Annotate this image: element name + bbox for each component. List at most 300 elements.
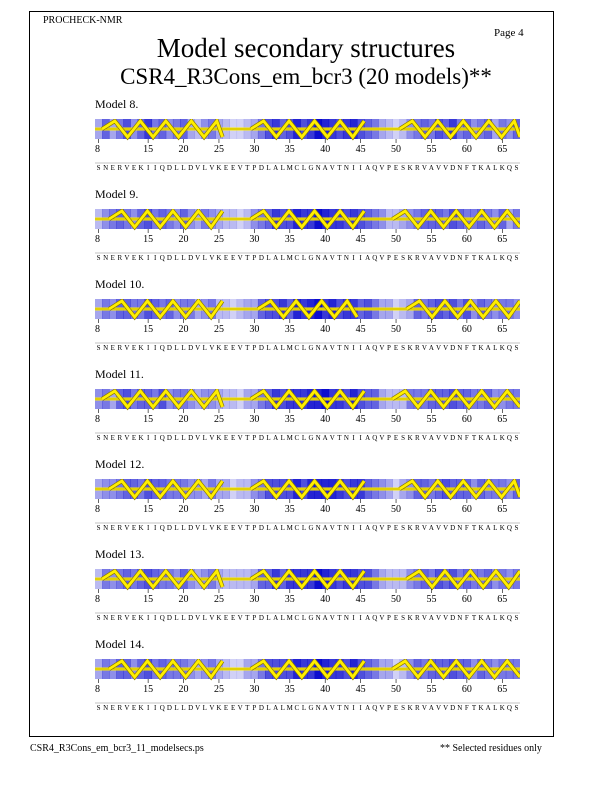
sequence-residue: Q xyxy=(372,704,378,712)
sequence-residue: I xyxy=(352,344,355,352)
axis-tick-label: 65 xyxy=(497,414,508,425)
sequence-residue: V xyxy=(421,704,427,712)
sequence-residue: I xyxy=(154,614,157,622)
sequence-residue: K xyxy=(478,344,484,352)
axis-tick-label: 40 xyxy=(320,414,331,425)
sequence-residue: L xyxy=(493,704,498,712)
sequence-residue: V xyxy=(421,254,427,262)
sequence-residue: A xyxy=(322,524,328,532)
sequence-residue: N xyxy=(103,704,109,712)
sequence-residue: A xyxy=(428,614,434,622)
sequence-residue: V xyxy=(443,254,449,262)
axis-tick-label: 35 xyxy=(284,234,295,245)
sequence-residue: D xyxy=(258,704,264,712)
sequence-residue: K xyxy=(138,164,144,172)
sequence-residue: K xyxy=(407,614,413,622)
sequence-residue: I xyxy=(154,344,157,352)
sequence-residue: I xyxy=(359,614,362,622)
axis-tick-label: 8 xyxy=(95,144,100,155)
program-name: PROCHECK-NMR xyxy=(43,15,123,26)
sequence-residue: K xyxy=(138,614,144,622)
sequence-residue: S xyxy=(514,614,519,622)
page-title: Model secondary structures xyxy=(156,33,456,63)
axis-tick-label: 20 xyxy=(178,324,189,335)
sequence-residue: D xyxy=(166,254,172,262)
axis-tick-label: 8 xyxy=(95,234,100,245)
sequence-residue: V xyxy=(209,254,215,262)
sequence-residue: E xyxy=(393,704,399,712)
sequence-residue: A xyxy=(428,704,434,712)
sequence-residue: V xyxy=(379,254,385,262)
sequence-residue: N xyxy=(315,434,321,442)
sequence-residue: N xyxy=(343,164,349,172)
sequence-residue: V xyxy=(195,164,201,172)
sequence-residue: K xyxy=(407,344,413,352)
model-block xyxy=(0,547,612,637)
sequence-residue: A xyxy=(365,254,371,262)
sequence-residue: P xyxy=(252,254,257,262)
model-label: Model 10. xyxy=(95,277,145,291)
sequence-residue: I xyxy=(352,524,355,532)
sequence-residue: N xyxy=(343,254,349,262)
sequence-residue: M xyxy=(286,434,293,442)
sequence-residue: L xyxy=(301,344,307,352)
sequence-residue: D xyxy=(188,344,194,352)
sequence-residue: V xyxy=(329,254,335,262)
sequence-residue: V xyxy=(379,434,385,442)
axis-tick-label: 60 xyxy=(461,234,472,245)
sequence-residue: Q xyxy=(372,254,378,262)
axis-tick-label: 65 xyxy=(497,144,508,155)
sequence-residue: L xyxy=(202,434,207,442)
axis-tick-label: 45 xyxy=(355,504,366,515)
sequence-residue: L xyxy=(280,524,285,532)
sequence-residue: D xyxy=(166,164,172,172)
axis-tick-label: 55 xyxy=(426,504,437,515)
sequence-residue: V xyxy=(237,254,243,262)
sequence-residue: L xyxy=(202,524,207,532)
sequence-residue: S xyxy=(96,524,101,532)
sequence-residue: S xyxy=(401,344,406,352)
sequence-residue: L xyxy=(266,614,271,622)
sequence-residue: T xyxy=(245,614,250,622)
sequence-residue: A xyxy=(273,164,279,172)
axis-tick-label: 15 xyxy=(143,414,154,425)
sequence-residue: Q xyxy=(506,614,512,622)
sequence-residue: E xyxy=(110,254,115,262)
axis-tick-label: 35 xyxy=(284,684,295,695)
sequence-residue: I xyxy=(146,704,150,712)
sequence-residue: L xyxy=(280,434,285,442)
sequence-residue: L xyxy=(493,614,498,622)
sequence-residue: V xyxy=(195,254,201,262)
sequence-residue: E xyxy=(110,524,115,532)
sequence-residue: A xyxy=(273,434,279,442)
sequence-residue: S xyxy=(401,704,406,712)
sequence-residue: T xyxy=(245,254,250,262)
axis-tick-label: 45 xyxy=(355,594,366,605)
axis-tick-label: 55 xyxy=(426,684,437,695)
sequence-residue: S xyxy=(514,164,519,172)
axis-tick-label: 50 xyxy=(391,144,402,155)
sequence-residue: F xyxy=(464,344,469,352)
sequence-residue: V xyxy=(421,524,427,532)
sequence-residue: A xyxy=(273,254,279,262)
sequence-residue: Q xyxy=(159,524,165,532)
sequence-residue: D xyxy=(188,524,194,532)
model-label: Model 12. xyxy=(95,457,145,471)
sequence-residue: P xyxy=(387,164,391,172)
sequence-residue: Q xyxy=(506,164,512,172)
sequence-residue: K xyxy=(499,704,505,712)
sequence-residue: A xyxy=(365,704,371,712)
sequence-residue: T xyxy=(471,614,477,622)
axis-tick-label: 30 xyxy=(249,594,260,605)
sequence-residue: P xyxy=(252,164,257,172)
axis-tick-label: 50 xyxy=(391,504,402,515)
sequence-residue: C xyxy=(294,614,300,622)
sequence-residue: P xyxy=(252,524,257,532)
sequence-residue: L xyxy=(174,254,179,262)
axis-tick-label: 25 xyxy=(213,144,224,155)
sequence-residue: C xyxy=(294,434,300,442)
sequence-residue: L xyxy=(280,164,285,172)
sequence-residue: Q xyxy=(506,434,512,442)
sequence-residue: V xyxy=(195,704,201,712)
secondary-structure-strip xyxy=(95,659,520,719)
sequence-residue: V xyxy=(209,434,215,442)
axis-tick-label: 65 xyxy=(497,504,508,515)
sequence-residue: P xyxy=(387,254,391,262)
sequence-residue: Q xyxy=(372,434,378,442)
sequence-residue: L xyxy=(301,434,307,442)
sequence-residue: S xyxy=(96,344,101,352)
sequence-residue: I xyxy=(146,524,150,532)
sequence-residue: G xyxy=(308,434,314,442)
sequence-residue: S xyxy=(514,344,519,352)
sequence-residue: A xyxy=(273,524,279,532)
model-block xyxy=(0,457,612,547)
sequence-residue: V xyxy=(124,164,130,172)
sequence-residue: T xyxy=(245,434,250,442)
sequence-residue: T xyxy=(337,434,342,442)
sequence-residue: E xyxy=(131,524,137,532)
sequence-residue: L xyxy=(493,524,498,532)
sequence-residue: E xyxy=(110,164,115,172)
sequence-residue: R xyxy=(414,344,420,352)
sequence-residue: R xyxy=(117,164,123,172)
axis-tick-label: 60 xyxy=(461,414,472,425)
sequence-residue: G xyxy=(308,614,314,622)
axis-tick-label: 25 xyxy=(213,234,224,245)
sequence-residue: Q xyxy=(159,344,165,352)
sequence-residue: L xyxy=(174,344,179,352)
sequence-residue: V xyxy=(329,524,335,532)
sequence-residue: S xyxy=(401,614,406,622)
axis-tick-label: 30 xyxy=(249,324,260,335)
sequence-residue: E xyxy=(230,434,236,442)
sequence-residue: Q xyxy=(506,524,512,532)
sequence-residue: V xyxy=(443,704,449,712)
footer-note: ** Selected residues only xyxy=(440,743,542,754)
sequence-residue: L xyxy=(174,434,179,442)
axis-tick-label: 8 xyxy=(95,594,100,605)
sequence-residue: V xyxy=(443,524,449,532)
sequence-residue: N xyxy=(103,344,109,352)
sequence-residue: P xyxy=(387,434,391,442)
sequence-residue: L xyxy=(202,614,207,622)
sequence-residue: V xyxy=(329,704,335,712)
sequence-residue: K xyxy=(216,344,222,352)
axis-tick-label: 30 xyxy=(249,504,260,515)
sequence-residue: E xyxy=(131,434,137,442)
sequence-residue: N xyxy=(457,614,463,622)
sequence-residue: A xyxy=(485,524,491,532)
sequence-residue: E xyxy=(110,434,115,442)
sequence-residue: E xyxy=(230,254,236,262)
sequence-residue: L xyxy=(202,344,207,352)
sequence-residue: K xyxy=(216,524,222,532)
sequence-residue: K xyxy=(478,524,484,532)
sequence-residue: V xyxy=(379,704,385,712)
sequence-residue: R xyxy=(414,524,420,532)
sequence-residue: V xyxy=(421,434,427,442)
axis-tick-label: 50 xyxy=(391,684,402,695)
axis-tick-label: 35 xyxy=(284,504,295,515)
axis-tick-label: 30 xyxy=(249,234,260,245)
sequence-residue: A xyxy=(485,164,491,172)
sequence-residue: D xyxy=(450,344,456,352)
secondary-structure-strip xyxy=(95,119,520,179)
sequence-residue: I xyxy=(359,164,362,172)
sequence-residue: G xyxy=(308,704,314,712)
sequence-residue: M xyxy=(286,704,293,712)
sequence-residue: M xyxy=(286,524,293,532)
sequence-residue: S xyxy=(401,524,406,532)
sequence-residue: I xyxy=(359,344,362,352)
sequence-residue: K xyxy=(138,524,144,532)
sequence-residue: D xyxy=(450,524,456,532)
model-label: Model 9. xyxy=(95,187,139,201)
sequence-residue: T xyxy=(337,254,342,262)
sequence-residue: E xyxy=(393,524,399,532)
sequence-residue: K xyxy=(478,434,484,442)
sequence-residue: R xyxy=(414,704,420,712)
sequence-residue: A xyxy=(273,704,279,712)
sequence-residue: D xyxy=(166,434,172,442)
secondary-structure-strip xyxy=(95,389,520,449)
sequence-residue: I xyxy=(359,524,362,532)
sequence-residue: D xyxy=(258,254,264,262)
sequence-residue: L xyxy=(493,344,498,352)
sequence-residue: F xyxy=(464,614,469,622)
sequence-residue: K xyxy=(499,614,505,622)
sequence-residue: V xyxy=(209,614,215,622)
sequence-residue: A xyxy=(428,524,434,532)
sequence-residue: D xyxy=(166,704,172,712)
sequence-residue: V xyxy=(379,524,385,532)
sequence-residue: V xyxy=(443,344,449,352)
sequence-residue: L xyxy=(181,344,186,352)
sequence-residue: N xyxy=(457,254,463,262)
sequence-residue: V xyxy=(421,164,427,172)
axis-tick-label: 15 xyxy=(143,234,154,245)
sequence-residue: F xyxy=(464,434,469,442)
sequence-residue: L xyxy=(280,254,285,262)
sequence-residue: D xyxy=(258,344,264,352)
sequence-residue: D xyxy=(188,254,194,262)
axis-tick-label: 40 xyxy=(320,234,331,245)
sequence-residue: D xyxy=(258,614,264,622)
sequence-residue: S xyxy=(401,164,406,172)
sequence-residue: I xyxy=(352,164,355,172)
sequence-residue: N xyxy=(315,254,321,262)
sequence-residue: S xyxy=(96,164,101,172)
sequence-residue: K xyxy=(499,524,505,532)
sequence-residue: D xyxy=(188,164,194,172)
axis-tick-label: 50 xyxy=(391,234,402,245)
sequence-residue: L xyxy=(301,254,307,262)
sequence-residue: F xyxy=(464,254,469,262)
sequence-residue: N xyxy=(315,524,321,532)
page-number: Page 4 xyxy=(494,27,524,39)
sequence-residue: Q xyxy=(159,614,165,622)
sequence-residue: D xyxy=(166,524,172,532)
sequence-residue: C xyxy=(294,704,300,712)
sequence-residue: P xyxy=(387,704,391,712)
sequence-residue: L xyxy=(181,524,186,532)
axis-tick-label: 45 xyxy=(355,414,366,425)
model-label: Model 11. xyxy=(95,367,144,381)
axis-tick-label: 25 xyxy=(213,684,224,695)
sequence-residue: Q xyxy=(506,254,512,262)
sequence-residue: G xyxy=(308,344,314,352)
sequence-residue: L xyxy=(266,344,271,352)
sequence-residue: T xyxy=(245,164,250,172)
sequence-residue: A xyxy=(322,434,328,442)
sequence-residue: T xyxy=(471,164,477,172)
sequence-residue: E xyxy=(223,434,229,442)
sequence-residue: V xyxy=(237,164,243,172)
sequence-residue: S xyxy=(401,434,406,442)
sequence-residue: L xyxy=(493,164,498,172)
sequence-residue: V xyxy=(209,164,215,172)
sequence-residue: A xyxy=(273,614,279,622)
axis-tick-label: 40 xyxy=(320,144,331,155)
sequence-residue: K xyxy=(499,344,505,352)
axis-tick-label: 50 xyxy=(391,414,402,425)
sequence-residue: E xyxy=(230,164,236,172)
model-block xyxy=(0,277,612,367)
sequence-residue: V xyxy=(329,614,335,622)
sequence-residue: N xyxy=(103,254,109,262)
sequence-residue: N xyxy=(315,614,321,622)
axis-tick-label: 30 xyxy=(249,414,260,425)
sequence-residue: N xyxy=(315,344,321,352)
sequence-residue: D xyxy=(258,164,264,172)
sequence-residue: I xyxy=(352,254,355,262)
sequence-residue: L xyxy=(181,254,186,262)
sequence-residue: K xyxy=(216,614,222,622)
axis-tick-label: 65 xyxy=(497,594,508,605)
sequence-residue: E xyxy=(393,434,399,442)
axis-tick-label: 20 xyxy=(178,414,189,425)
axis-tick-label: 40 xyxy=(320,504,331,515)
sequence-residue: D xyxy=(188,704,194,712)
sequence-residue: D xyxy=(258,434,264,442)
model-block xyxy=(0,187,612,277)
sequence-residue: K xyxy=(407,164,413,172)
axis-tick-label: 25 xyxy=(213,594,224,605)
sequence-residue: R xyxy=(117,344,123,352)
sequence-residue: M xyxy=(286,164,293,172)
sequence-residue: E xyxy=(393,164,399,172)
axis-tick-label: 15 xyxy=(143,504,154,515)
axis-tick-label: 40 xyxy=(320,594,331,605)
sequence-residue: E xyxy=(131,614,137,622)
sequence-residue: F xyxy=(464,164,469,172)
sequence-residue: T xyxy=(337,704,342,712)
sequence-residue: V xyxy=(379,164,385,172)
sequence-residue: K xyxy=(216,434,222,442)
sequence-residue: A xyxy=(428,164,434,172)
axis-tick-label: 20 xyxy=(178,144,189,155)
sequence-residue: P xyxy=(387,614,391,622)
sequence-residue: R xyxy=(117,614,123,622)
sequence-residue: D xyxy=(166,614,172,622)
sequence-residue: K xyxy=(478,704,484,712)
axis-tick-label: 40 xyxy=(320,684,331,695)
sequence-residue: V xyxy=(329,344,335,352)
sequence-residue: L xyxy=(181,164,186,172)
sequence-residue: T xyxy=(471,344,477,352)
sequence-residue: S xyxy=(96,704,101,712)
sequence-residue: E xyxy=(131,164,137,172)
sequence-residue: K xyxy=(478,254,484,262)
sequence-residue: A xyxy=(322,164,328,172)
sequence-residue: A xyxy=(322,704,328,712)
sequence-residue: L xyxy=(202,254,207,262)
sequence-residue: E xyxy=(230,614,236,622)
sequence-residue: P xyxy=(252,434,257,442)
sequence-residue: E xyxy=(110,614,115,622)
sequence-residue: A xyxy=(485,704,491,712)
axis-tick-label: 35 xyxy=(284,144,295,155)
sequence-residue: R xyxy=(414,614,420,622)
sequence-residue: A xyxy=(322,344,328,352)
sequence-residue: C xyxy=(294,524,300,532)
sequence-residue: V xyxy=(379,614,385,622)
sequence-residue: V xyxy=(443,614,449,622)
sequence-residue: K xyxy=(216,164,222,172)
sequence-residue: L xyxy=(266,254,271,262)
sequence-residue: K xyxy=(216,254,222,262)
axis-tick-label: 8 xyxy=(95,324,100,335)
sequence-residue: I xyxy=(154,434,157,442)
sequence-residue: L xyxy=(266,704,271,712)
sequence-residue: R xyxy=(117,524,123,532)
sequence-residue: Q xyxy=(372,614,378,622)
footer-filename: CSR4_R3Cons_em_bcr3_11_modelsecs.ps xyxy=(30,743,204,754)
sequence-residue: K xyxy=(407,704,413,712)
sequence-residue: I xyxy=(154,254,157,262)
sequence-residue: M xyxy=(286,614,293,622)
axis-tick-label: 60 xyxy=(461,504,472,515)
sequence-residue: L xyxy=(174,164,179,172)
sequence-residue: E xyxy=(110,344,115,352)
sequence-residue: Q xyxy=(372,344,378,352)
sequence-residue: E xyxy=(223,344,229,352)
